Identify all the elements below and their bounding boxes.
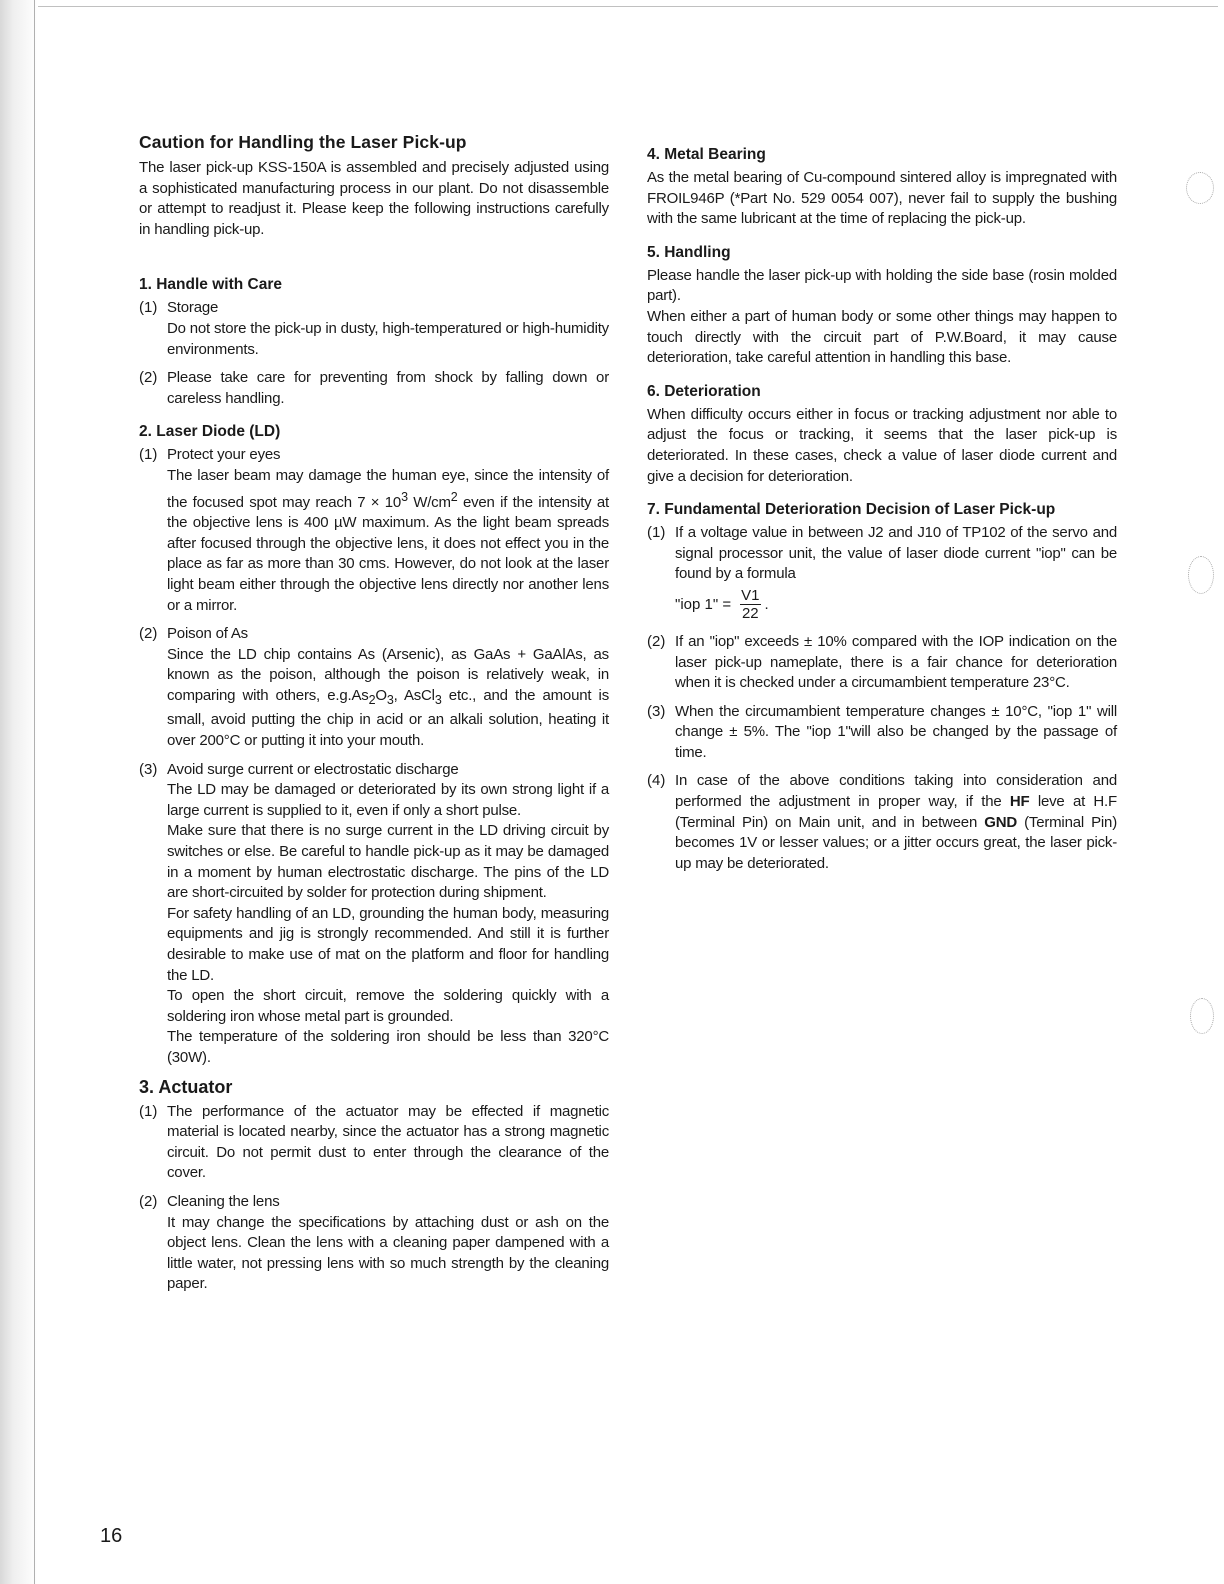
item-number: (2) [647,632,666,650]
s7-item-1 [647,523,1117,624]
section-6-text: When difficulty occurs either in focus or tracking adjustment nor able to adjust the focus or tracking, it seems that the laser pick-up is deteriorated. In these cases, check a value of laser diode current and give a decision for deterioration. [647,405,1117,485]
punch-hole-mark [1188,556,1214,594]
s2-item-3 [139,760,609,1069]
item-text: If a voltage value in between J2 and J10 of TP102 of the servo and signal processor unit, the value of laser diode current "iop" can be found by a formula [675,524,1117,583]
item-number: (3) [647,702,666,720]
s7-item-4 [647,771,1117,874]
item-label: Storage [167,299,219,317]
s1-item-1 [139,298,609,360]
punch-hole-mark [1186,172,1214,204]
s7-item-3 [647,702,1117,764]
section-1-heading: 1. Handle with Care [139,276,282,294]
s7-item-2 [647,632,1117,694]
item-number: (4) [647,772,666,790]
item-number: (3) [139,760,158,778]
item-label: Avoid surge current or electrostatic discharge [167,760,459,778]
item-number: (2) [139,369,158,387]
left-column [139,132,609,1295]
item-text: The temperature of the soldering iron should be less than 320°C (30W). [167,1028,609,1066]
iop-formula [675,587,1117,622]
top-scan-rule [38,6,1218,7]
page-number: 16 [100,1525,123,1547]
page-title: Caution for Handling the Laser Pick-up [139,132,467,152]
item-text: It may change the specifications by attaching dust or ash on the object lens. Clean the lens with a cleaning paper dampened with a little water, not pressing lens with so much strength by the cleaning paper. [167,1213,609,1293]
item-number: (1) [139,446,158,464]
section-6-heading: 6. Deterioration [647,382,761,400]
item-number: (1) [647,524,666,542]
section-4-text: As the metal bearing of Cu-compound sintered alloy is impregnated with FROIL946P (*Part No. 529 0054 007), never fail to supply the bushing with the same lubricant at the time of replacing the pick-up. [647,169,1117,228]
item-text: Please take care for preventing from shock by falling down or careless handling. [167,369,609,407]
s2-item-2 [139,624,609,752]
section-5-text: When either a part of human body or some other things may happen to touch directly with the circuit part of P.W.Board, it may cause deterioration, take careful attention in handling this base. [647,307,1117,367]
item-number: (2) [139,1192,158,1210]
item-text: If an "iop" exceeds ± 10% compared with the IOP indication on the laser pick-up nameplate, there is a fair chance for deterioration when it is checked under a circumambient temperature 23°C. [675,632,1117,692]
item-number: (1) [139,1102,158,1120]
item-text: To open the short circuit, remove the soldering quickly with a soldering iron whose metal part is grounded. [167,987,609,1025]
formula-lhs: "iop 1" = [675,595,732,613]
s2-item-1 [139,445,609,616]
item-text: The laser beam may damage the human eye, since the intensity of the focused spot may reach $7 \times 10^3$ $W/cm^2$ even if the intensity at the objective lens is 400 µW maximum. As the light beam spreads after focused through the objective lens, it does not effect you in the place as far as more than 30 cms. However, do not look at the laser light beam either through the objective lens directly nor another lens or a mirror. [167,466,609,614]
intro-paragraph: The laser pick-up KSS-150A is assembled and precisely adjusted using a sophisticated manufacturing process in our plant. Do not disassemble or attempt to readjust it. Please keep the following instructions carefully in handling pick-up. [139,159,609,238]
item-text: In case of the above conditions taking into consideration and performed the adjustment in proper way, if the HF leve at H.F (Terminal Pin) on Main unit, and in between GND (Terminal Pin) becomes 1V or lesser values; or a jitter occurs great, the laser pick-up may be deteriorated. [675,772,1117,872]
formula-end: . [764,595,769,613]
s3-item-1 [139,1102,609,1184]
formula-denominator: 22 [741,604,759,622]
s1-item-2 [139,368,609,409]
item-text: Do not store the pick-up in dusty, high-temperatured or high-humidity environments. [167,319,609,358]
item-text: For safety handling of an LD, grounding the human body, measuring equipments and jig is strongly recommended. And still it is further desirable to make use of mat on the platform and floor for handling the LD. [167,904,609,984]
item-text: When the circumambient temperature changes ± 10°C, "iop 1" will change ± 5%. The "iop 1"will also be changed by the passage of time. [675,702,1117,761]
section-7-heading: 7. Fundamental Deterioration Decision of Laser Pick-up [647,501,1056,519]
item-text: The performance of the actuator may be effected if magnetic material is located nearby, since the actuator has a strong magnetic circuit. Do not permit dust to enter through the clearance of the cover. [167,1102,609,1182]
item-text: Since the LD chip contains As (Arsenic), as GaAs + GaAlAs, as known as the poison, although the poison is relatively weak, in comparing with others, $e.g.As_2O_3$, AsCl$_3$ etc., and the amount is small, avoid putting the chip in acid or an alkali solution, heating it over 200°C or putting it into your mouth. [167,645,609,750]
s3-item-2 [139,1192,609,1295]
section-5-heading: 5. Handling [647,243,731,261]
item-text: Make sure that there is no surge current in the LD driving circuit by switches or else. Be careful to handle pick-up as it may be damaged in a moment by human electrostatic discharge. The pins of the LD are short-circuited by solder for protection during shipment. [167,822,609,902]
item-number: (1) [139,299,158,317]
binding-line [34,0,35,1584]
scan-binding-edge [0,0,38,1584]
formula-numerator: V1 [741,586,760,604]
section-4-heading: 4. Metal Bearing [647,146,766,163]
section-5-text: Please handle the laser pick-up with holding the side base (rosin molded part). [647,266,1117,305]
item-label: Protect your eyes [167,446,281,464]
item-label: Poison of As [167,625,248,643]
item-text: The LD may be damaged or deteriorated by its own strong light if a large current is supplied to it, even if only a short pulse. [167,781,609,819]
item-label: Cleaning the lens [167,1192,280,1210]
right-column [647,146,1117,874]
formula-fraction [739,587,761,622]
section-3-heading: 3. Actuator [139,1076,233,1097]
punch-hole-mark [1190,998,1214,1034]
item-number: (2) [139,625,158,643]
section-2-heading: 2. Laser Diode (LD) [139,423,281,441]
